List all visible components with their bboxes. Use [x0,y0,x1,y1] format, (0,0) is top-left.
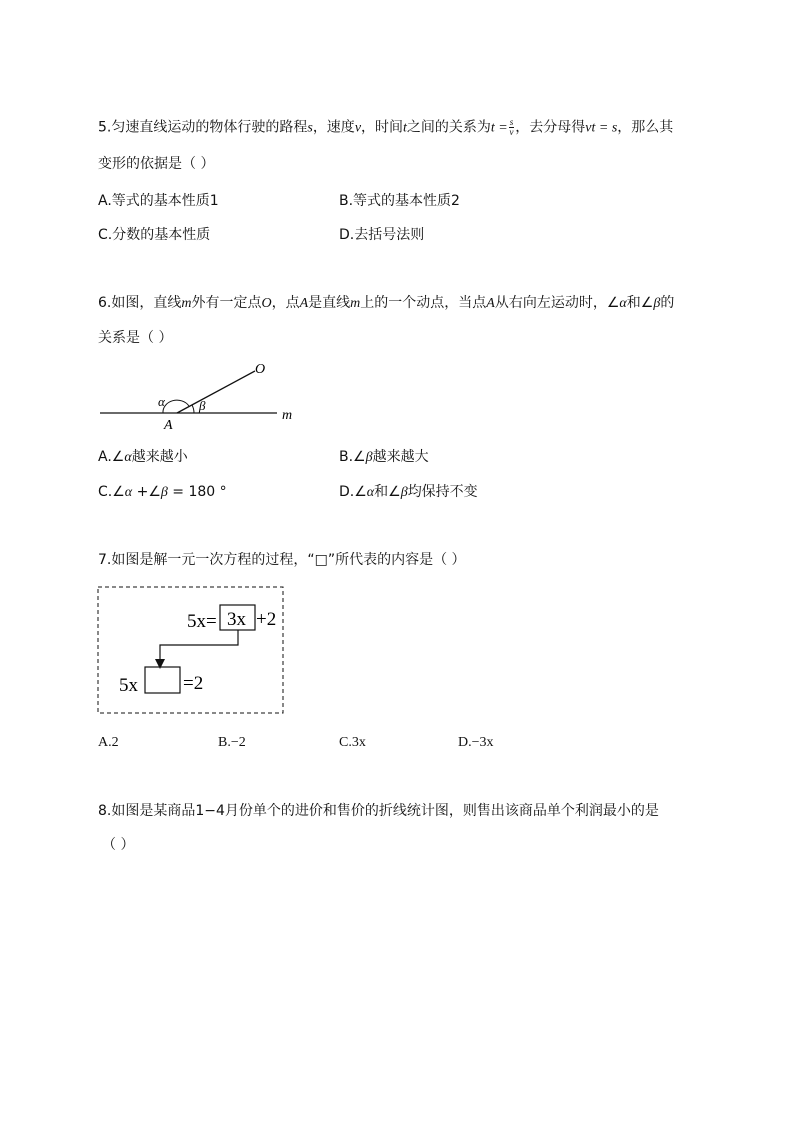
q5-text: 5.匀速直线运动的物体行驶的路程 [98,119,308,136]
arrow-path [160,630,238,661]
q6-opt-text: D.∠ [339,484,367,500]
q6-stem-line2: 关系是（ ） [98,330,173,346]
top-right-expr: +2 [256,609,277,630]
q5-text: ，去分母得 [515,119,586,136]
q6-text: 外有一定点 [191,295,262,311]
q6-opt-text: B.∠ [339,449,366,465]
top-box-content: 3x [227,609,246,630]
q7-equation-figure [96,585,288,717]
q8-stem-line1: 8.如图是某商品1−4月份单个的进价和售价的折线统计图，则售出该商品单个利润最小的是 [98,803,659,819]
q7-option-b[interactable]: B.−2 [218,735,246,750]
q7-option-c[interactable]: C.3x [339,735,366,750]
q6-option-d[interactable] [339,483,478,502]
q6-opt-var: α [124,450,132,465]
q6-option-a[interactable] [98,448,188,467]
label-m: m [282,408,293,423]
q7-stem: 7.如图是解一元一次方程的过程，“□”所代表的内容是（ ） [98,552,466,568]
q5-text: ，速度 [312,119,355,136]
q5-var-v: v [354,120,362,136]
q6-opt-var: β [365,450,373,465]
label-beta: β [199,398,206,413]
q6-opt-text: 越来越小 [131,449,188,465]
q5-text: ，时间 [361,119,404,136]
q5-var-s: s [307,120,313,136]
top-left-expr: 5x= [187,611,217,632]
q6-text: ，点 [271,295,300,311]
q6-var-o: O [261,296,272,311]
q6-text: 的 [660,295,675,311]
q6-var-a: A [486,296,495,311]
q6-opt-var: α [124,485,133,500]
q5-stem-line1 [98,118,673,138]
q6-opt-text: = 180 ° [167,484,227,500]
q5-option-d[interactable]: D.去括号法则 [339,227,425,243]
q6-opt-text: C.∠ [98,484,125,500]
q5-option-b[interactable]: B.等式的基本性质2 [339,193,460,209]
q6-var-alpha: α [619,296,627,311]
label-alpha: α [158,394,165,409]
q5-text: ，那么其 [617,119,674,136]
q6-text: 上的一个动点，当点 [360,295,487,311]
q5-text: 之间的关系为 [406,119,491,136]
q6-opt-text: 和∠ [374,484,401,500]
q6-opt-var: β [160,485,168,500]
q6-stem-line1 [98,294,674,313]
q6-text: 6.如图，直线 [98,295,182,311]
q5-option-a[interactable]: A.等式的基本性质1 [98,193,219,209]
q6-option-b[interactable] [339,448,429,467]
q6-var-m: m [350,296,361,311]
q7-option-d[interactable]: D.−3x [458,735,494,750]
q7-option-a[interactable]: A.2 [98,735,119,750]
q6-var-beta: β [653,296,661,311]
q6-option-c[interactable] [98,483,227,502]
label-o: O [255,362,266,377]
q6-text: 和∠ [626,295,654,311]
q6-var-m: m [181,296,192,311]
q6-text: 是直线 [308,295,351,311]
q6-opt-var: α [366,485,375,500]
q6-angle-figure [95,358,305,434]
q5-option-c[interactable]: C.分数的基本性质 [98,227,211,243]
q6-text: 从右向左运动时，∠ [494,295,620,311]
q5-frac-den: v [509,127,514,137]
q5-formula-lhs: t = [490,120,508,136]
ray-ao [177,371,255,413]
q5-var-t: t [403,120,407,136]
q5-stem-line2: 变形的依据是（ ） [98,156,215,172]
bottom-left-expr: 5x [119,675,138,696]
q6-var-a: A [299,296,309,311]
q6-opt-var: β [400,485,408,500]
q5-fraction [509,118,515,137]
blank-box [145,667,180,693]
q6-opt-text: 均保持不变 [407,484,478,500]
label-a: A [164,418,173,433]
q6-opt-text: +∠ [132,484,161,500]
q5-formula2: vt = s [585,120,618,136]
q8-stem-line2: （ ） [102,837,135,853]
bottom-right-expr: =2 [183,673,204,694]
arc-beta [192,405,194,413]
q5-frac-num: s [509,117,514,127]
q6-opt-text: A.∠ [98,449,125,465]
arc-alpha [163,400,189,413]
q6-opt-text: 越来越大 [372,449,429,465]
